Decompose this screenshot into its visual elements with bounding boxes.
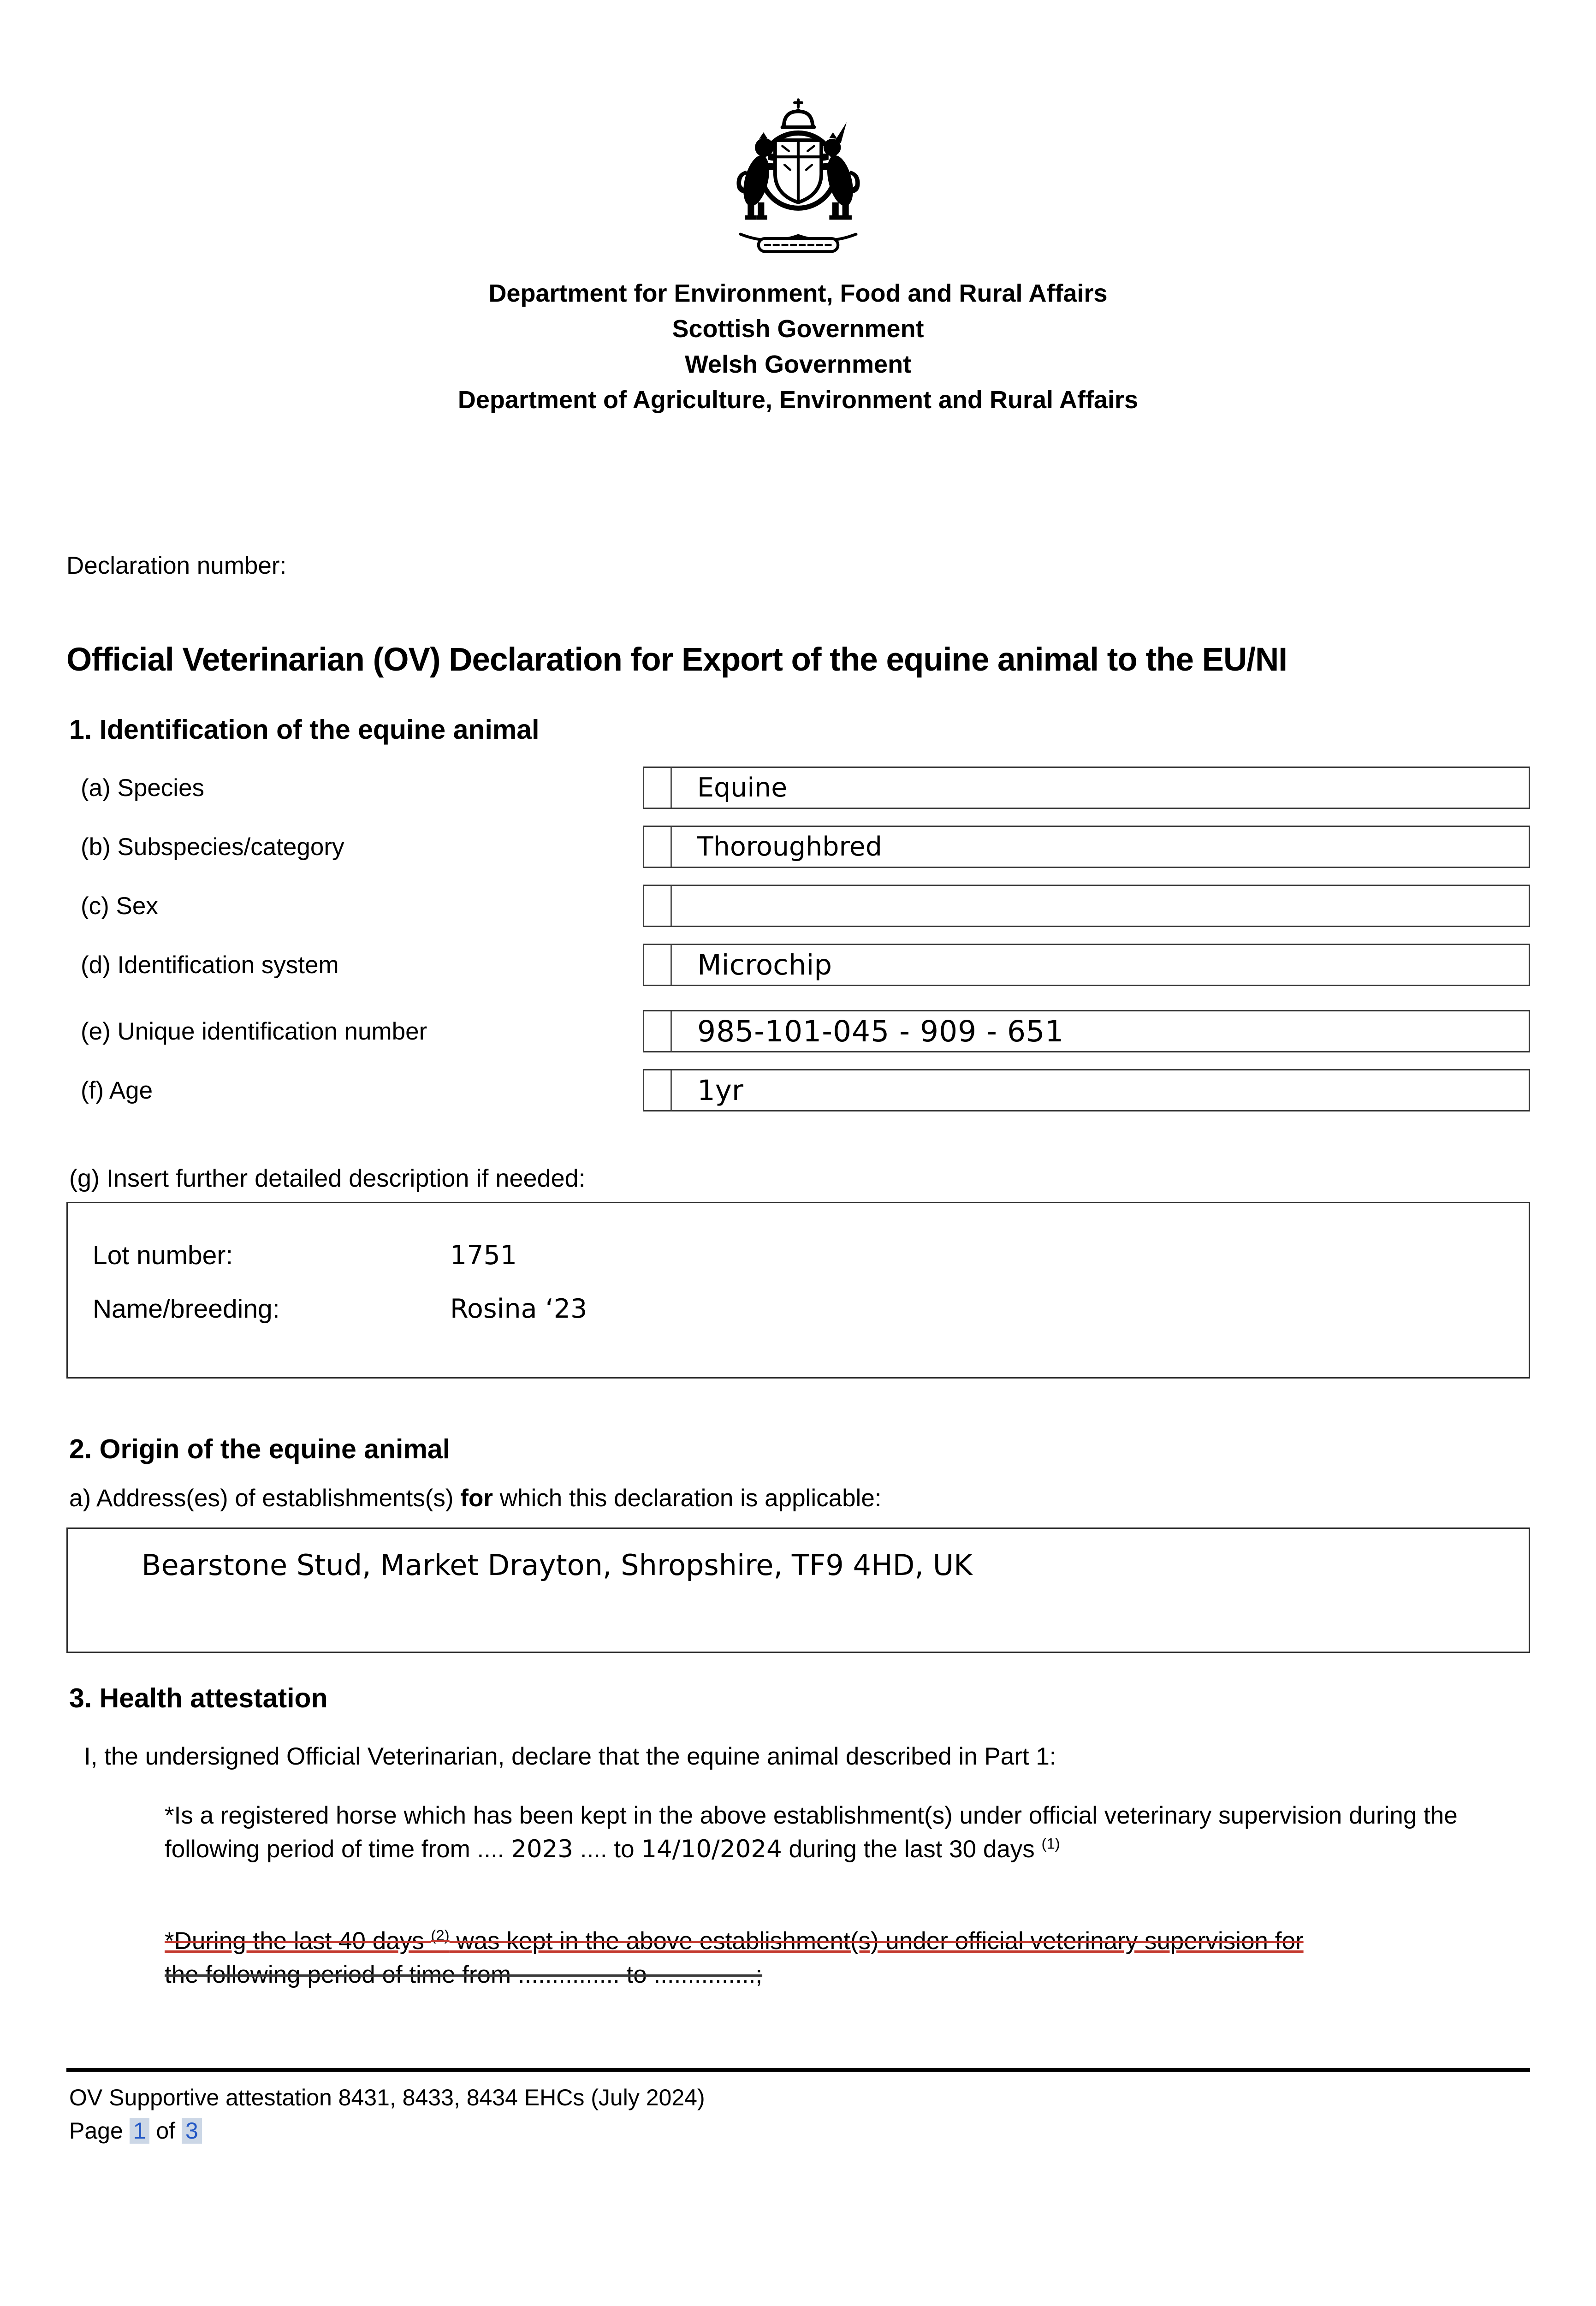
clause2-line1-start: *During the last 40 days [165, 1927, 431, 1955]
subspecies-value: Thoroughbred [697, 832, 882, 862]
further-description-label: (g) Insert further detailed description if needed: [69, 1165, 586, 1192]
page-word: Page [69, 2118, 130, 2144]
section-2-heading: 2. Origin of the equine animal [69, 1434, 451, 1464]
lot-number-value: 1751 [450, 1240, 517, 1271]
footnote-2-ref: (2) [431, 1926, 450, 1944]
sex-input[interactable] [643, 885, 1530, 927]
age-value: 1yr [697, 1074, 743, 1107]
document-title: Official Veterinarian (OV) Declaration for Export of the equine animal to the EU/NI [66, 642, 1287, 678]
lot-number-row [93, 1240, 1529, 1271]
clause1-text: *Is a registered horse which has been kept in the above establishment(s) under official veterinary supervision during the following period of time from .... [165, 1802, 1458, 1863]
page-of: of [149, 2118, 182, 2144]
species-input[interactable] [643, 767, 1530, 809]
attestation-intro: I, the undersigned Official Veterinarian, declare that the equine animal described in Part 1: [84, 1743, 1056, 1770]
declaration-number-label: Declaration number: [66, 552, 287, 579]
sex-label: (c) Sex [81, 892, 158, 920]
footnote-1-ref: (1) [1041, 1835, 1060, 1852]
species-value: Equine [697, 773, 788, 803]
field-row-identification-system [81, 944, 1530, 986]
footer-divider [66, 2068, 1530, 2072]
address-label-for: for [460, 1485, 493, 1512]
subspecies-label: (b) Subspecies/category [81, 833, 344, 861]
issuing-departments [0, 276, 1596, 418]
address-label [69, 1484, 882, 1512]
section-3-heading: 3. Health attestation [69, 1683, 328, 1713]
org-line-scottish-government: Scottish Government [672, 315, 924, 343]
from-date-value: 2023 [511, 1835, 574, 1863]
clause2-line1 [165, 1924, 1511, 1958]
clause2-line2: the following period of time from ............... to ...............; [165, 1961, 763, 1988]
address-label-suffix: which this declaration is applicable: [492, 1485, 882, 1512]
field-row-species [81, 767, 1530, 809]
footer-attestation-text: OV Supportive attestation 8431, 8433, 8434 EHCs (July 2024) [69, 2085, 705, 2110]
species-label: (a) Species [81, 774, 205, 802]
page-number-total: 3 [182, 2118, 202, 2144]
org-line-defra: Department for Environment, Food and Rural Affairs [488, 279, 1108, 307]
to-date-value: 14/10/2024 [641, 1835, 782, 1863]
page-indicator [69, 2114, 705, 2147]
field-row-subspecies [81, 826, 1530, 868]
lot-number-label: Lot number: [93, 1241, 233, 1270]
clause1-middle: .... to [573, 1836, 641, 1863]
org-line-welsh-government: Welsh Government [684, 351, 912, 378]
identification-system-label: (d) Identification system [81, 951, 339, 979]
unique-id-label: (e) Unique identification number [81, 1017, 427, 1045]
clause1-suffix: during the last 30 days [782, 1836, 1042, 1863]
clause2-line1-rest: was kept in the above establishment(s) under official veterinary supervision for [449, 1927, 1304, 1955]
identification-system-value: Microchip [697, 948, 832, 981]
identification-fields [81, 767, 1530, 1128]
unique-id-input[interactable] [643, 1010, 1530, 1052]
establishment-address-value: Bearstone Stud, Market Drayton, Shropshire, TF9 4HD, UK [142, 1548, 973, 1582]
name-breeding-value: Rosina ‘23 [450, 1294, 587, 1324]
establishment-address-box[interactable] [66, 1527, 1530, 1653]
page-number-current: 1 [130, 2118, 150, 2144]
clause-registered-horse [165, 1799, 1502, 1866]
name-breeding-row [93, 1294, 1529, 1324]
further-description-box[interactable] [66, 1202, 1530, 1379]
crest-icon [690, 85, 907, 259]
unique-id-value: 985-101-045 - 909 - 651 [697, 1014, 1064, 1048]
clause-40-days-struck [165, 1924, 1511, 1991]
name-breeding-label: Name/breeding: [93, 1294, 280, 1324]
royal-coat-of-arms [690, 85, 907, 261]
org-line-daera: Department of Agriculture, Environment and Rural Affairs [457, 386, 1139, 414]
field-row-age [81, 1069, 1530, 1111]
address-label-prefix: a) Address(es) of establishments(s) [69, 1485, 461, 1512]
section-1-heading: 1. Identification of the equine animal [69, 714, 540, 745]
field-row-unique-id [81, 1010, 1530, 1052]
footer [69, 2081, 705, 2147]
identification-system-input[interactable] [643, 944, 1530, 986]
subspecies-input[interactable] [643, 826, 1530, 868]
age-label: (f) Age [81, 1076, 153, 1104]
age-input[interactable] [643, 1069, 1530, 1111]
field-row-sex [81, 885, 1530, 927]
